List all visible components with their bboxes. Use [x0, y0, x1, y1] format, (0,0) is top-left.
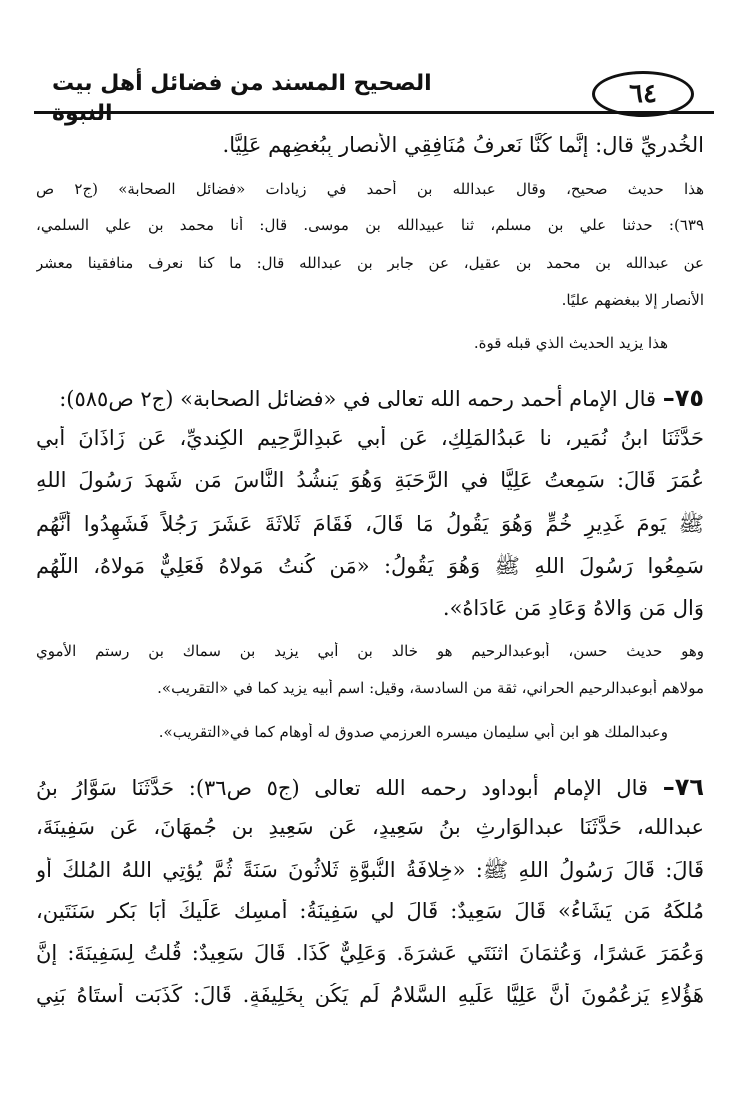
- page-header: [34, 66, 714, 126]
- text-line: ﷺ يَومَ غَدِيرِ خُمٍّ وَهُوَ يَقُولُ مَا قَالَ، فَقَامَ ثَلاثَةَ عَشَرَ رَجُلاً فَشَهِدُوا أَنَّهُم: [36, 512, 704, 536]
- text-line: عن عبدالله بن محمد بن عقيل، عن جابر بن عبدالله قال: ما كنا نعرف منافقينا معشر: [36, 254, 704, 272]
- hadith-number: ٧٦–: [662, 773, 704, 801]
- hadith-heading-text: قال الإمام أبوداود رحمه الله تعالى (ج٥ ص٣٦): حَدَّثَنَا سَوَّارُ بنُ: [36, 776, 649, 800]
- text-line: الخُدريِّ قال: إِنَّما كُنَّا نَعرِفُ مُنَافِقِي الأنصارِ بِبُغضِهِم عَلِيًّا.: [222, 133, 704, 157]
- header-rule: [34, 111, 714, 114]
- text-line: ٦٣٩): حدثنا علي بن مسلم، ثنا عبيدالله بن موسى. قال: أنا محمد بن علي السلمي،: [36, 216, 704, 234]
- text-line: مولاهم أبوعبدالرحيم الحراني، ثقة من السادسة، وقيل: اسم أبيه يزيد كما في «التقريب».: [157, 679, 704, 697]
- hadith-heading-text: قال الإمام أحمد رحمه الله تعالى في «فضائل الصحابة» (ج٢ ص٥٨٥):: [59, 387, 657, 411]
- hadith-heading-75: [36, 384, 704, 412]
- text-line: وَالِ مَن وَالاهُ وَعَادِ مَن عَادَاهُ».: [442, 596, 704, 620]
- text-line: قَالَ: قَالَ رَسُولُ اللهِ ﷺ: «خِلافَةُ النُّبوَّةِ ثَلاثُونَ سَنَةً ثُمَّ يُؤتِي اللهُ المُلكَ أَو: [36, 858, 704, 882]
- text-line: حَدَّثَنَا ابنُ نُمَيرٍ، نا عَبدُالمَلِكِ، عَن أَبي عَبدِالرَّحِيمِ الكِنديِّ، عَن زَاذَانَ أَبي: [36, 426, 704, 450]
- text-line: وَعُمَرَ عَشرًا، وَعُثمَانَ اثنَتَي عَشرَةَ. وَعَلِيٌّ كَذَا. قَالَ سَعِيدٌ: قُلتُ لِسَفِينَةَ: إِنَّ: [36, 941, 704, 965]
- text-line: عُمَرَ قَالَ: سَمِعتُ عَلِيًّا في الرَّحَبَةِ وَهُوَ يَنشُدُ النَّاسَ مَن شَهِدَ رَسُولَ اللهِ: [36, 468, 704, 492]
- text-line: هذا يزيد الحديث الذي قبله قوة.: [473, 334, 668, 352]
- hadith-heading-76: [36, 773, 704, 801]
- hadith-number: ٧٥–: [662, 384, 704, 412]
- text-line: وهو حديث حسن، أبوعبدالرحيم هو خالد بن أبي يزيد بن سماك بن رستم الأموي: [36, 642, 704, 660]
- running-title: الصحيح المسند من فضائل أهل بيت النبوة: [52, 71, 432, 126]
- text-line: هَؤُلاءِ يَزعُمُونَ أَنَّ عَلِيًّا عَلَيهِ السَّلامُ لَم يَكُن بِخَلِيفَةٍ. قَالَ: كَذَبَت أَستَاهُ بَنِي: [36, 983, 704, 1007]
- text-line: الأنصار إلا ببغضهم عليًا.: [561, 291, 704, 309]
- text-line: مُلكَهُ مَن يَشَاءُ» قَالَ سَعِيدٌ: قَالَ لي سَفِينَةُ: أَمسِك عَلَيكَ أَبَا بَكرٍ سَنَتَينِ،: [36, 899, 704, 923]
- text-line: سَمِعُوا رَسُولَ اللهِ ﷺ وَهُوَ يَقُولُ: «مَن كُنتُ مَولاهُ فَعَلِيٌّ مَولاهُ، اللَّهُم: [36, 554, 704, 578]
- text-line: وعبدالملك هو ابن أبي سليمان ميسره العرزمي صدوق له أوهام كما في«التقريب».: [158, 723, 668, 741]
- page-number: ٦٤: [592, 71, 694, 117]
- text-line: هذا حديث صحيح، وقال عبدالله بن أحمد في زيادات «فضائل الصحابة» (ج٢ ص: [36, 180, 704, 198]
- text-line: عبدالله، حَدَّثَنَا عبدالوَارِثِ بنُ سَعِيدٍ، عَن سَعِيدِ بنِ جُمهَانَ، عَن سَفِينَةَ،: [36, 815, 704, 839]
